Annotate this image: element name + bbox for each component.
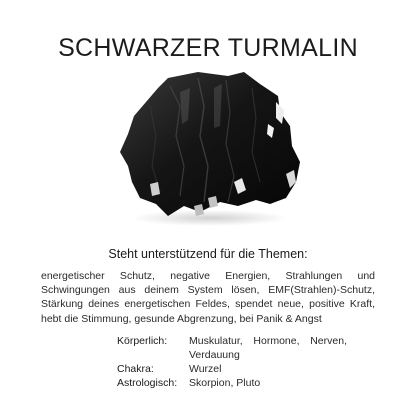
property-label: Astrologisch:	[117, 377, 178, 389]
property-value: Wurzel	[189, 363, 222, 375]
property-label: Körperlich:	[117, 335, 168, 347]
themes-description: energetischer Schutz, negative Energien, Strahlungen und Schwingungen aus deinem System lösen, EMF(Strahlen)-Schutz, Stärkung deines energetischen Feldes, spendet neue, positive Kraft, hebt die Stimmung, gesunde Abgrenzung, bei Panik & Angst	[41, 270, 375, 325]
property-value: Skorpion, Pluto	[189, 377, 261, 389]
properties-list	[117, 334, 357, 390]
property-value: Muskulatur, Hormone, Nerven, Verdauung	[189, 335, 347, 361]
property-row-astrologisch	[117, 376, 357, 390]
page-title: SCHWARZER TURMALIN	[58, 34, 358, 62]
tourmaline-stone-image	[110, 66, 306, 232]
themes-heading: Steht unterstützend für die Themen:	[108, 247, 308, 261]
property-label: Chakra:	[117, 363, 154, 375]
property-row-chakra	[117, 362, 357, 376]
property-row-koerperlich	[117, 334, 357, 362]
